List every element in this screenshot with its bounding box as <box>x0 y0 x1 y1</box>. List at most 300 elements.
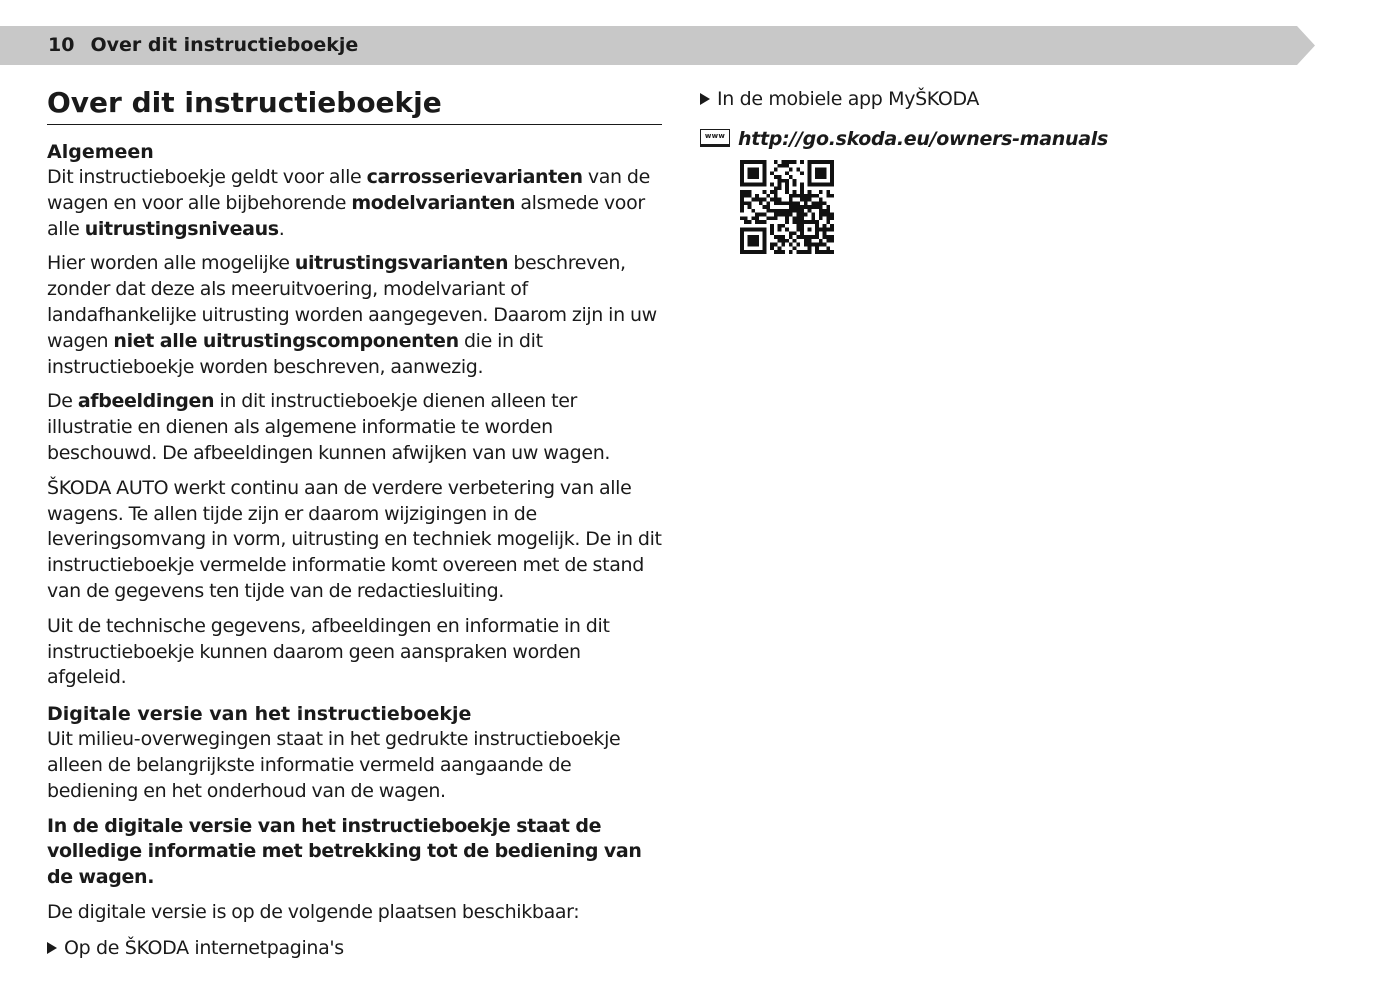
qr-module <box>819 160 823 164</box>
qr-module <box>744 228 748 232</box>
qr-module <box>800 171 804 175</box>
triangle-bullet-icon <box>47 942 57 954</box>
qr-module <box>800 228 804 232</box>
qr-module <box>755 194 759 198</box>
qr-module <box>763 179 767 183</box>
qr-module <box>740 216 744 220</box>
qr-module <box>748 160 752 164</box>
qr-module <box>740 205 744 209</box>
qr-module <box>778 246 782 250</box>
qr-module <box>785 186 789 190</box>
qr-module <box>808 179 812 183</box>
qr-module <box>830 213 834 217</box>
qr-module <box>800 205 804 209</box>
qr-module <box>748 250 752 254</box>
qr-module <box>785 179 789 183</box>
text-run: beschreven, zonder dat deze als meeruitvoering, modelvariant of landafhankelijke uitrusting worden aangegeven. Daarom zijn in uw wagen <box>47 252 657 352</box>
qr-module <box>811 201 815 205</box>
qr-module <box>763 198 767 202</box>
qr-module <box>763 205 767 209</box>
qr-module <box>808 194 812 198</box>
qr-module <box>826 194 830 198</box>
qr-module <box>793 246 797 250</box>
paragraph-equipment <box>47 251 662 380</box>
qr-module <box>778 186 782 190</box>
qr-module <box>819 250 823 254</box>
page-title: Over dit instructieboekje <box>47 86 662 125</box>
qr-module <box>770 243 774 247</box>
qr-module <box>748 190 752 194</box>
qr-module <box>823 183 827 187</box>
qr-module <box>804 205 808 209</box>
qr-module <box>774 198 778 202</box>
qr-module <box>774 250 778 254</box>
qr-module <box>823 168 827 172</box>
text-run: van de wagen en voor alle bijbehorende <box>47 166 650 214</box>
qr-module <box>830 183 834 187</box>
paragraph-improvement: ŠKODA AUTO werkt continu aan de verdere verbetering van alle wagens. Te allen tijde zijn er daarom wijzigingen in de leveringsomvang in vorm, uitrusting en techniek mogelijk. De in dit instructieboekje vermelde informatie komt overeen met de stand van de gegevens ten tijde van de redactiesluiting. <box>47 476 662 602</box>
qr-module <box>778 209 782 213</box>
qr-module <box>740 198 744 202</box>
qr-module <box>751 216 755 220</box>
qr-module <box>748 239 752 243</box>
qr-module <box>826 239 830 243</box>
qr-module <box>800 213 804 217</box>
qr-module <box>740 190 744 194</box>
qr-module <box>808 205 812 209</box>
qr-module <box>800 190 804 194</box>
qr-module <box>763 213 767 217</box>
qr-module <box>789 194 793 198</box>
qr-module <box>766 216 770 220</box>
qr-module <box>770 231 774 235</box>
qr-module <box>800 231 804 235</box>
qr-module <box>744 160 748 164</box>
qr-module <box>811 213 815 217</box>
paragraph-environment: Uit milieu-overwegingen staat in het gedrukte instructieboekje alleen de belangrijkste informatie vermeld aangaande de bediening en het onderhoud van de wagen. <box>47 728 621 802</box>
qr-module <box>744 201 748 205</box>
qr-module <box>778 228 782 232</box>
qr-module <box>815 194 819 198</box>
qr-module <box>751 160 755 164</box>
qr-module <box>781 213 785 217</box>
qr-module <box>770 183 774 187</box>
qr-module <box>830 235 834 239</box>
qr-module <box>751 228 755 232</box>
qr-module <box>826 209 830 213</box>
qr-module <box>796 168 800 172</box>
qr-module <box>823 209 827 213</box>
qr-module <box>808 164 812 168</box>
qr-module <box>785 201 789 205</box>
text-run: alsmede voor alle <box>47 191 645 240</box>
qr-module <box>815 168 819 172</box>
qr-module <box>796 205 800 209</box>
qr-module <box>740 243 744 247</box>
qr-module <box>778 235 782 239</box>
qr-module <box>804 239 808 243</box>
qr-module <box>815 231 819 235</box>
qr-module <box>774 186 778 190</box>
qr-module <box>748 175 752 179</box>
qr-module <box>800 220 804 224</box>
page-number: 10 <box>48 34 75 56</box>
qr-module <box>789 160 793 164</box>
left-column <box>47 86 662 961</box>
qr-module <box>774 201 778 205</box>
qr-module <box>740 231 744 235</box>
qr-module <box>751 235 755 239</box>
qr-module <box>808 168 812 172</box>
qr-module <box>796 250 800 254</box>
qr-module <box>778 224 782 228</box>
qr-module <box>789 250 793 254</box>
qr-module <box>778 213 782 217</box>
qr-module <box>830 228 834 232</box>
qr-module <box>781 179 785 183</box>
text-run: . <box>278 217 285 240</box>
qr-module <box>830 250 834 254</box>
qr-module <box>796 235 800 239</box>
qr-module <box>785 213 789 217</box>
qr-module <box>789 168 793 172</box>
qr-module <box>785 190 789 194</box>
qr-module <box>755 183 759 187</box>
qr-module <box>804 220 808 224</box>
qr-module <box>793 183 797 187</box>
qr-module <box>755 216 759 220</box>
qr-module <box>778 198 782 202</box>
qr-module <box>811 205 815 209</box>
qr-module <box>763 171 767 175</box>
qr-module <box>800 160 804 164</box>
qr-module <box>811 160 815 164</box>
qr-module <box>804 235 808 239</box>
qr-module <box>808 175 812 179</box>
list-item-website <box>47 935 662 961</box>
qr-module <box>830 168 834 172</box>
qr-module <box>763 160 767 164</box>
qr-module <box>811 235 815 239</box>
qr-module <box>755 220 759 224</box>
qr-module <box>759 198 763 202</box>
qr-module <box>796 220 800 224</box>
qr-module <box>800 224 804 228</box>
qr-module <box>751 239 755 243</box>
qr-module <box>789 201 793 205</box>
qr-module <box>819 239 823 243</box>
qr-module <box>800 209 804 213</box>
qr-module <box>796 213 800 217</box>
qr-module <box>793 201 797 205</box>
qr-module <box>744 194 748 198</box>
qr-module <box>830 216 834 220</box>
qr-module <box>808 220 812 224</box>
qr-module <box>740 168 744 172</box>
qr-module <box>751 183 755 187</box>
qr-module <box>781 239 785 243</box>
qr-module <box>781 164 785 168</box>
qr-module <box>808 250 812 254</box>
qr-module <box>785 239 789 243</box>
qr-module <box>808 246 812 250</box>
running-header <box>48 34 358 56</box>
qr-module <box>778 164 782 168</box>
list-item-mobile-app <box>700 86 1320 112</box>
qr-module <box>744 183 748 187</box>
qr-module <box>808 243 812 247</box>
qr-module <box>763 235 767 239</box>
qr-module <box>740 235 744 239</box>
qr-module <box>808 190 812 194</box>
qr-module <box>781 201 785 205</box>
section-heading-general: Algemeen <box>47 141 154 163</box>
qr-module <box>823 175 827 179</box>
qr-module <box>774 168 778 172</box>
qr-module <box>796 224 800 228</box>
triangle-bullet-icon <box>700 93 710 105</box>
qr-module <box>763 168 767 172</box>
section-heading-digital: Digitale versie van het instructieboekje <box>47 703 472 726</box>
qr-module <box>748 194 752 198</box>
bold-term: carrosserievarianten <box>366 166 583 188</box>
qr-module <box>830 164 834 168</box>
text-run: die in dit instructieboekje worden beschreven, aanwezig. <box>47 329 543 378</box>
qr-module <box>815 246 819 250</box>
qr-module <box>755 168 759 172</box>
qr-module <box>778 183 782 187</box>
qr-module <box>826 246 830 250</box>
qr-module <box>751 209 755 213</box>
qr-module <box>796 209 800 213</box>
qr-module <box>796 216 800 220</box>
qr-module <box>830 160 834 164</box>
qr-module <box>830 175 834 179</box>
qr-module <box>766 194 770 198</box>
qr-module <box>826 220 830 224</box>
qr-code-icon <box>740 160 834 254</box>
qr-module <box>785 216 789 220</box>
qr-module <box>785 220 789 224</box>
qr-module <box>763 220 767 224</box>
qr-module <box>815 171 819 175</box>
qr-module <box>748 171 752 175</box>
paragraph-scope <box>47 165 662 242</box>
paragraph-images <box>47 389 662 466</box>
qr-module <box>751 168 755 172</box>
qr-module <box>804 213 808 217</box>
qr-module <box>796 201 800 205</box>
qr-module <box>811 243 815 247</box>
qr-module <box>766 209 770 213</box>
qr-module <box>740 183 744 187</box>
qr-module <box>823 235 827 239</box>
qr-module <box>815 235 819 239</box>
qr-module <box>759 220 763 224</box>
qr-module <box>770 198 774 202</box>
qr-module <box>800 198 804 202</box>
qr-module <box>823 171 827 175</box>
qr-module <box>826 213 830 217</box>
qr-module <box>808 198 812 202</box>
qr-module <box>763 231 767 235</box>
qr-module <box>826 205 830 209</box>
qr-module <box>826 250 830 254</box>
qr-module <box>826 190 830 194</box>
qr-module <box>744 190 748 194</box>
qr-module <box>830 239 834 243</box>
qr-module <box>740 164 744 168</box>
qr-module <box>748 235 752 239</box>
qr-module <box>823 213 827 217</box>
owners-manual-link[interactable]: http://go.skoda.eu/owners-manuals <box>738 128 1108 150</box>
qr-module <box>819 190 823 194</box>
qr-module <box>740 246 744 250</box>
qr-module <box>781 160 785 164</box>
qr-module <box>774 190 778 194</box>
qr-module <box>774 194 778 198</box>
qr-module <box>819 198 823 202</box>
qr-module <box>748 243 752 247</box>
qr-module <box>811 183 815 187</box>
qr-module <box>819 168 823 172</box>
header-title: Over dit instructieboekje <box>90 34 359 56</box>
qr-module <box>819 213 823 217</box>
qr-module <box>804 194 808 198</box>
qr-module <box>793 194 797 198</box>
qr-module <box>815 228 819 232</box>
qr-module <box>811 194 815 198</box>
qr-module <box>789 198 793 202</box>
qr-module <box>815 183 819 187</box>
qr-module <box>823 243 827 247</box>
qr-module <box>751 198 755 202</box>
qr-module <box>785 164 789 168</box>
qr-module <box>819 243 823 247</box>
qr-module <box>815 175 819 179</box>
qr-module <box>748 168 752 172</box>
qr-module <box>819 209 823 213</box>
qr-module <box>800 194 804 198</box>
qr-module <box>808 160 812 164</box>
qr-module <box>793 179 797 183</box>
qr-module <box>826 160 830 164</box>
bold-term: afbeeldingen <box>77 390 215 413</box>
qr-module <box>793 216 797 220</box>
qr-module <box>774 209 778 213</box>
qr-module <box>770 224 774 228</box>
qr-module <box>755 243 759 247</box>
qr-module <box>819 171 823 175</box>
qr-module <box>751 175 755 179</box>
qr-module <box>740 160 744 164</box>
qr-module <box>759 213 763 217</box>
qr-module <box>763 246 767 250</box>
qr-module <box>778 179 782 183</box>
qr-module <box>778 239 782 243</box>
qr-module <box>755 250 759 254</box>
qr-module <box>826 235 830 239</box>
bold-statement: In de digitale versie van het instructieboekje staat de volledige informatie met betrekking tot de bediening van de wagen. <box>47 814 642 889</box>
qr-module <box>781 250 785 254</box>
qr-module <box>778 175 782 179</box>
qr-module <box>744 216 748 220</box>
qr-module <box>770 246 774 250</box>
qr-module <box>808 235 812 239</box>
qr-module <box>744 220 748 224</box>
text-run: in dit instructieboekje dienen alleen ter illustratie en dienen als algemene informatie te worden beschouwd. De afbeeldingen kunnen afwijken van uw wagen. <box>47 390 611 464</box>
qr-module <box>740 201 744 205</box>
qr-module <box>763 175 767 179</box>
qr-module <box>770 228 774 232</box>
qr-module <box>740 194 744 198</box>
qr-module <box>759 228 763 232</box>
qr-module <box>748 183 752 187</box>
qr-module <box>785 228 789 232</box>
qr-module <box>740 175 744 179</box>
qr-module <box>763 190 767 194</box>
qr-module <box>755 228 759 232</box>
qr-module <box>763 183 767 187</box>
list-item-text: Op de ŠKODA internetpagina's <box>64 936 344 959</box>
qr-module <box>763 243 767 247</box>
www-icon <box>700 129 730 147</box>
qr-module <box>770 190 774 194</box>
qr-module <box>751 171 755 175</box>
qr-module <box>785 160 789 164</box>
qr-module <box>826 228 830 232</box>
qr-module <box>793 239 797 243</box>
qr-module <box>770 209 774 213</box>
paragraph-availability: De digitale versie is op de volgende plaatsen beschikbaar: <box>47 900 580 923</box>
qr-module <box>808 209 812 213</box>
qr-module <box>740 171 744 175</box>
list-item-text: In de mobiele app MyŠKODA <box>717 88 980 110</box>
right-column <box>700 86 1320 152</box>
qr-module <box>796 194 800 198</box>
qr-module <box>785 171 789 175</box>
qr-module <box>800 183 804 187</box>
qr-module <box>815 201 819 205</box>
qr-module <box>759 201 763 205</box>
qr-module <box>819 216 823 220</box>
qr-module <box>823 201 827 205</box>
qr-module <box>778 201 782 205</box>
qr-module <box>748 220 752 224</box>
qr-module <box>751 250 755 254</box>
qr-module <box>755 239 759 243</box>
qr-module <box>796 243 800 247</box>
qr-module <box>800 186 804 190</box>
qr-module <box>830 179 834 183</box>
qr-module <box>781 224 785 228</box>
qr-module <box>819 228 823 232</box>
qr-module <box>744 250 748 254</box>
qr-module <box>748 205 752 209</box>
qr-module <box>751 243 755 247</box>
qr-module <box>789 209 793 213</box>
qr-module <box>793 220 797 224</box>
qr-module <box>804 250 808 254</box>
qr-module <box>823 228 827 232</box>
qr-module <box>774 243 778 247</box>
qr-module <box>808 183 812 187</box>
qr-module <box>804 201 808 205</box>
qr-module <box>815 250 819 254</box>
qr-module <box>785 209 789 213</box>
qr-module <box>755 160 759 164</box>
qr-module <box>755 235 759 239</box>
